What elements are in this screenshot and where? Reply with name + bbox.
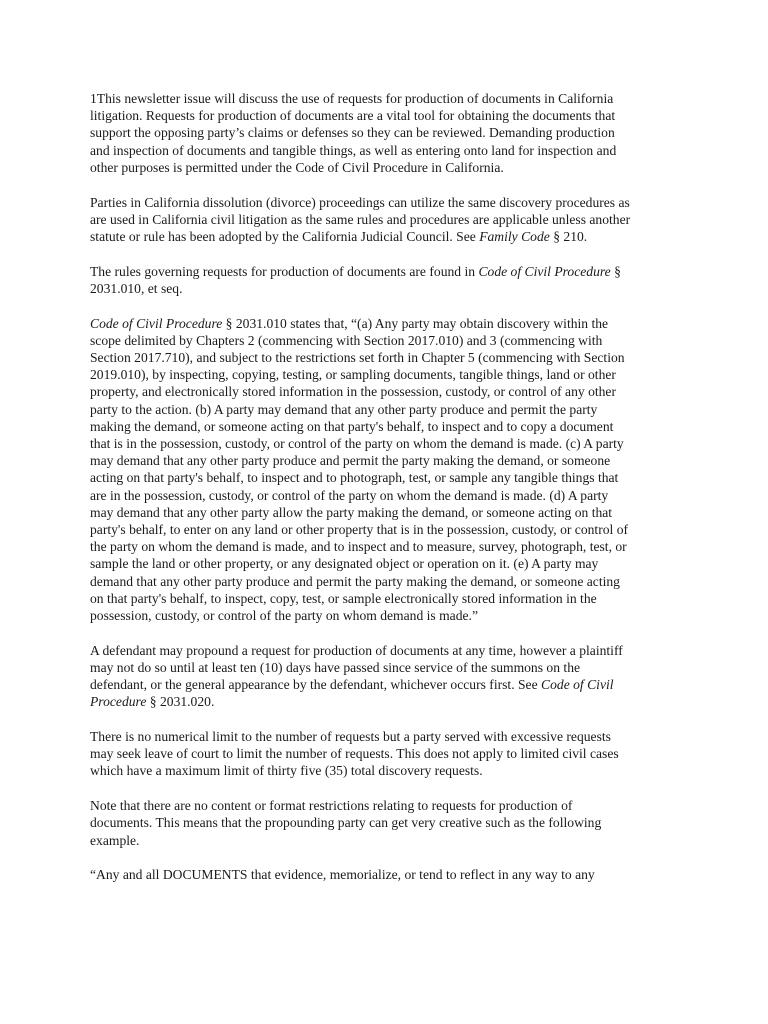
text-line: are in the possession, custody, or control of the party on whom the demand is made. (d) A party [90,487,609,503]
text-line [90,693,674,710]
citation-ccp: Code of Civil [541,677,614,693]
text-line: which have a maximum limit of thirty five (35) total discovery requests. [90,763,483,779]
text-line: sample the land or other property, or any designated object or operation on it. (e) A party may [90,556,599,572]
text-line: may demand that any other party produce and permit the party making the demand, or someone [90,453,611,469]
text-line: 1This newsletter issue will discuss the use of requests for production of documents in California [90,91,614,106]
text-line: making the demand, or someone acting on that party's behalf, to inspect and to copy a document [90,418,614,434]
paragraph-statute-quote [90,315,674,625]
text-line: are used in California civil litigation as the same rules and procedures are applicable unless another [90,211,631,227]
paragraph-timing [90,642,674,711]
text-line: acting on that party's behalf, to inspect and to photograph, test, or sample any tangible things that [90,470,619,486]
text-line: other purposes is permitted under the Code of Civil Procedure in California. [90,159,504,175]
text-run: § 2031.010 states that, “(a) Any party may obtain discovery within the [222,315,609,331]
citation-ccp: Procedure [90,694,147,710]
paragraph-note [90,797,674,849]
text-line: 2031.010, et seq. [90,280,183,296]
text-line: possession, custody, or control of the party on whom demand is made.” [90,607,478,623]
text-line: may not do so until at least ten (10) days have passed since service of the summons on the [90,659,581,675]
text-run: statute or rule has been adopted by the California Judicial Council. See [90,228,480,244]
citation-ccp: Code of Civil Procedure [478,263,611,279]
text-line: may demand that any other party allow the party making the demand, or someone acting on that [90,504,613,520]
text-line: documents. This means that the propounding party can get very creative such as the following [90,815,602,831]
paragraph-intro [90,90,674,176]
text-line: that is in the possession, custody, or control of the party on whom the demand is made. (c) A party [90,435,624,451]
text-line: scope delimited by Chapters 2 (commencing with Section 2017.010) and 3 (commencing with [90,332,603,348]
text-line: and inspection of documents and tangible things, as well as entering onto land for inspection and [90,142,617,158]
text-line: support the opposing party’s claims or defenses so they can be reviewed. Demanding production [90,125,615,141]
text-line: There is no numerical limit to the number of requests but a party served with excessive requests [90,729,611,744]
paragraph-limits [90,728,674,780]
text-line [90,315,674,332]
citation-family-code: Family Code [479,228,550,244]
text-line: demand that any other party produce and permit the party making the demand, or someone acting [90,573,620,589]
text-line: Parties in California dissolution (divorce) proceedings can utilize the same discovery procedures as [90,194,630,210]
text-run: § [610,263,621,279]
text-line: A defendant may propound a request for production of documents at any time, however a plaintiff [90,642,623,658]
text-line: litigation. Requests for production of documents are a vital tool for obtaining the documents that [90,108,616,124]
paragraph-dissolution [90,194,674,246]
text-line: property, and electronically stored information in the possession, custody, or control of any other [90,384,616,400]
text-run: § 210. [549,228,588,244]
text-run: § 2031.020. [146,694,215,710]
text-line: party's behalf, to enter on any land or other property that is in the possession, custody, or control of [90,521,629,537]
text-line: on that party's behalf, to inspect, copy, test, or sample electronically stored information in the [90,590,597,606]
text-line: “Any and all DOCUMENTS that evidence, memorialize, or tend to reflect in any way to any [90,867,595,883]
document-page [90,90,674,901]
text-line: may seek leave of court to limit the number of requests. This does not apply to limited civil cases [90,746,619,762]
text-run: The rules governing requests for production of documents are found in [90,263,479,279]
text-line: party to the action. (b) A party may demand that any other party produce and permit the party [90,401,598,417]
text-line [90,263,674,280]
citation-ccp: Code of Civil Procedure [90,315,223,331]
text-line: the party on whom the demand is made, and to inspect and to measure, survey, photograph, test, or [90,539,627,555]
text-line [90,676,674,693]
text-line: Note that there are no content or format restrictions relating to requests for production of [90,798,573,814]
text-line: example. [90,832,140,848]
text-run: defendant, or the general appearance by the defendant, whichever occurs first. See [90,677,542,693]
text-line [90,228,674,245]
paragraph-example [90,866,674,883]
text-line: 2019.010), by inspecting, copying, testing, or sampling documents, tangible things, land or other [90,367,616,383]
paragraph-rules [90,263,674,297]
text-line: Section 2017.710), and subject to the restrictions set forth in Chapter 5 (commencing with Section [90,349,625,365]
